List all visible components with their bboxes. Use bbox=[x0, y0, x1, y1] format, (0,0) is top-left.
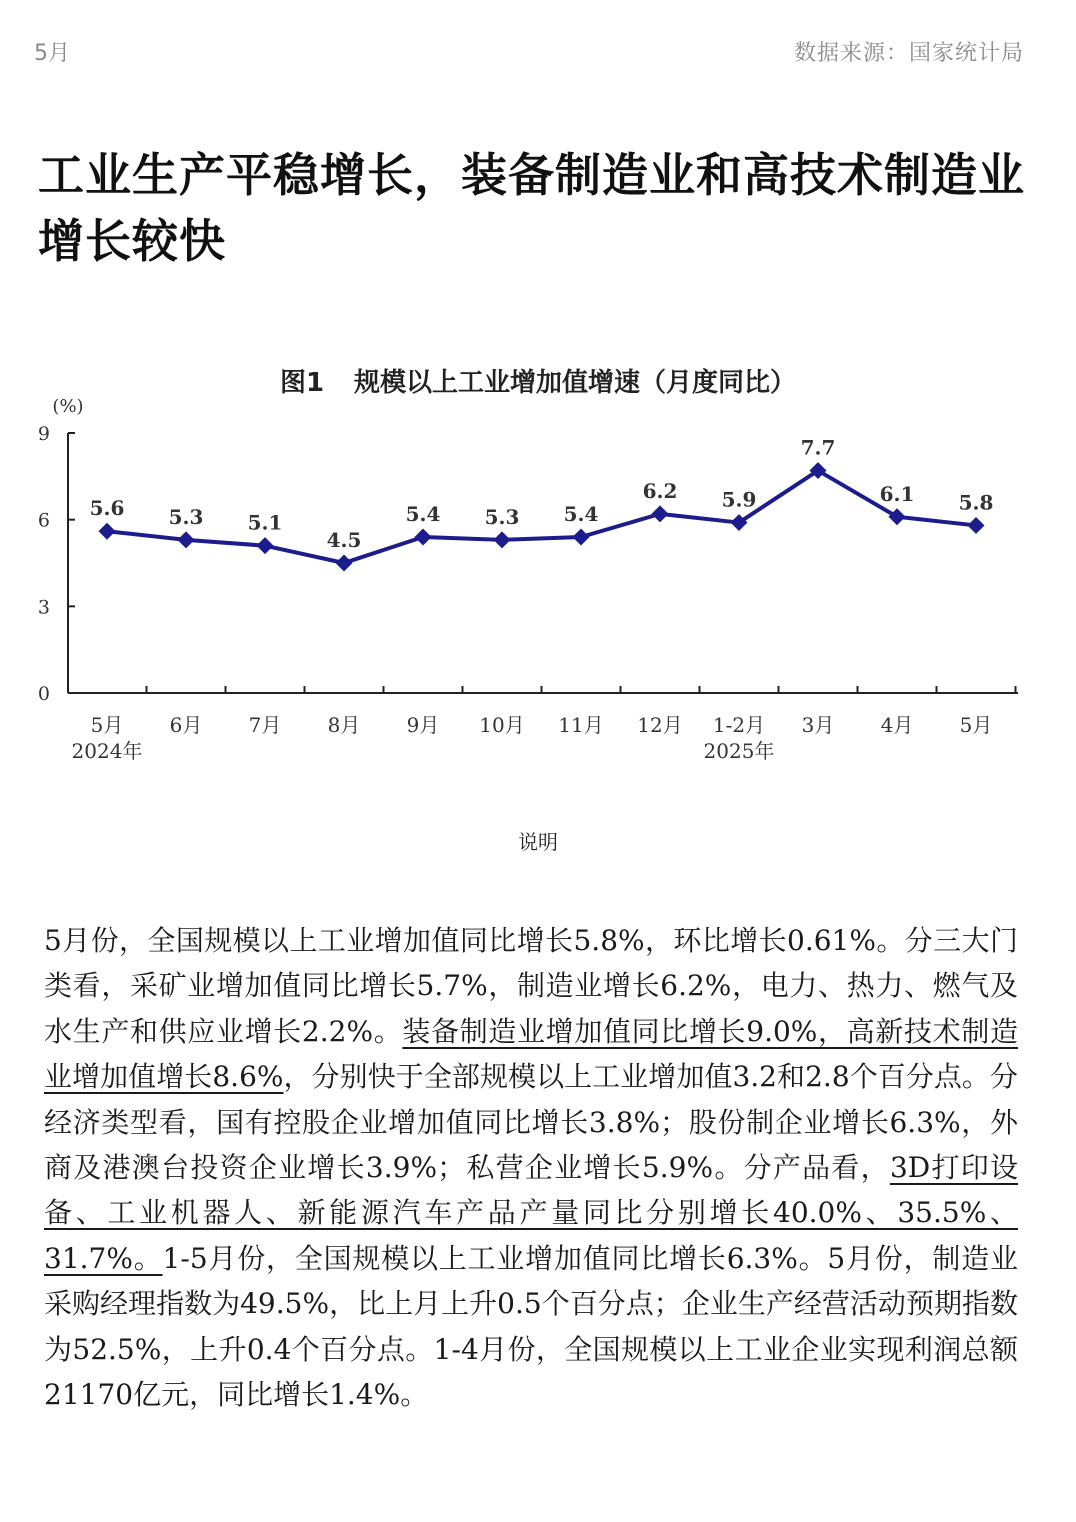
x-tick-label: 8月 bbox=[327, 713, 361, 737]
data-point bbox=[257, 537, 274, 554]
data-point bbox=[573, 529, 590, 546]
x-tick-label: 6月 bbox=[169, 713, 203, 737]
body-highlight-1: 装备制造业增加值同比增长9.0%，高新技术制造业增加值增长8.6% bbox=[44, 1014, 1019, 1094]
data-label: 5.1 bbox=[247, 510, 283, 535]
data-label: 7.7 bbox=[800, 435, 836, 460]
data-label: 5.8 bbox=[958, 490, 994, 515]
data-label: 5.3 bbox=[484, 504, 520, 529]
x-tick-label: 4月 bbox=[880, 713, 914, 737]
x-year-label: 2025年 bbox=[703, 739, 775, 763]
x-tick-label: 3月 bbox=[801, 713, 835, 737]
data-point bbox=[494, 531, 511, 548]
body-paragraph-part-1: 5月份，全国规模以上工业增加值同比增长5.8%，环比增长0.61%。分三大门类看，采矿业增加值同比增长5.7%，制造业增长6.2%，电力、热力、燃气及水生产和供应业增长2.2%。 bbox=[44, 924, 1018, 1048]
data-point bbox=[99, 523, 116, 540]
data-source-label: 数据来源：国家统计局 bbox=[793, 41, 1024, 66]
series-line bbox=[107, 471, 976, 563]
x-year-label: 2024年 bbox=[71, 739, 143, 763]
y-tick-label: 6 bbox=[37, 509, 50, 532]
x-tick-label: 10月 bbox=[479, 713, 525, 737]
figure-number: 图1 bbox=[279, 368, 325, 398]
y-tick-label: 3 bbox=[37, 596, 50, 619]
body-paragraph-part-3: 1-5月份，全国规模以上工业增加值同比增长6.3%。5月份，制造业采购经理指数为49.5%，比上月上升0.5个百分点；企业生产经营活动预期指数为52.5%，上升0.4个百分点。1-4月份，全国规模以上工业企业实现利润总额21170亿元，同比增长1.4%。 bbox=[44, 1241, 1019, 1412]
data-label: 5.9 bbox=[721, 487, 757, 512]
data-point bbox=[178, 531, 195, 548]
data-point bbox=[968, 517, 985, 534]
body-highlight-2: 3D打印设备、工业机器人、新能源汽车产品产量同比分别增长40.0%、35.5%、31.7%。 bbox=[44, 1151, 1019, 1275]
data-label: 5.3 bbox=[168, 504, 204, 529]
data-label: 5.4 bbox=[405, 502, 441, 526]
x-tick-label: 1-2月 bbox=[712, 713, 766, 737]
data-point bbox=[336, 555, 353, 572]
x-tick-label: 5月 bbox=[90, 713, 124, 737]
headline: 工业生产平稳增长，装备制造业和高技术制造业增长较快 bbox=[38, 148, 1025, 268]
explain-label[interactable]: 说明 bbox=[518, 830, 558, 854]
data-label: 6.2 bbox=[642, 478, 678, 503]
page-month-label: 5月 bbox=[34, 41, 70, 66]
data-point bbox=[415, 529, 432, 546]
line-chart bbox=[0, 380, 1076, 780]
data-point bbox=[652, 505, 669, 522]
x-tick-label: 9月 bbox=[406, 713, 440, 737]
data-label: 6.1 bbox=[879, 481, 915, 506]
data-label: 4.5 bbox=[326, 528, 362, 552]
y-axis-unit-label: (%) bbox=[52, 396, 84, 417]
x-tick-label: 12月 bbox=[637, 713, 683, 737]
data-point bbox=[889, 508, 906, 525]
x-tick-label: 5月 bbox=[959, 713, 993, 737]
data-label: 5.4 bbox=[563, 502, 599, 526]
data-label: 5.6 bbox=[89, 496, 125, 521]
figure-caption: 规模以上工业增加值增速（月度同比） bbox=[354, 368, 797, 398]
y-tick-label: 9 bbox=[37, 423, 50, 445]
body-paragraph-part-2: ，分别快于全部规模以上工业增加值3.2和2.8个百分点。分经济类型看，国有控股企业增加值同比增长3.8%；股份制企业增长6.3%，外商及港澳台投资企业增长3.9%；私营企业增长5.9%。分产品看， bbox=[44, 1060, 1018, 1185]
y-tick-label: 0 bbox=[37, 683, 50, 705]
article-body bbox=[44, 918, 1018, 1417]
x-tick-label: 7月 bbox=[248, 713, 282, 737]
x-tick-label: 11月 bbox=[558, 713, 604, 737]
